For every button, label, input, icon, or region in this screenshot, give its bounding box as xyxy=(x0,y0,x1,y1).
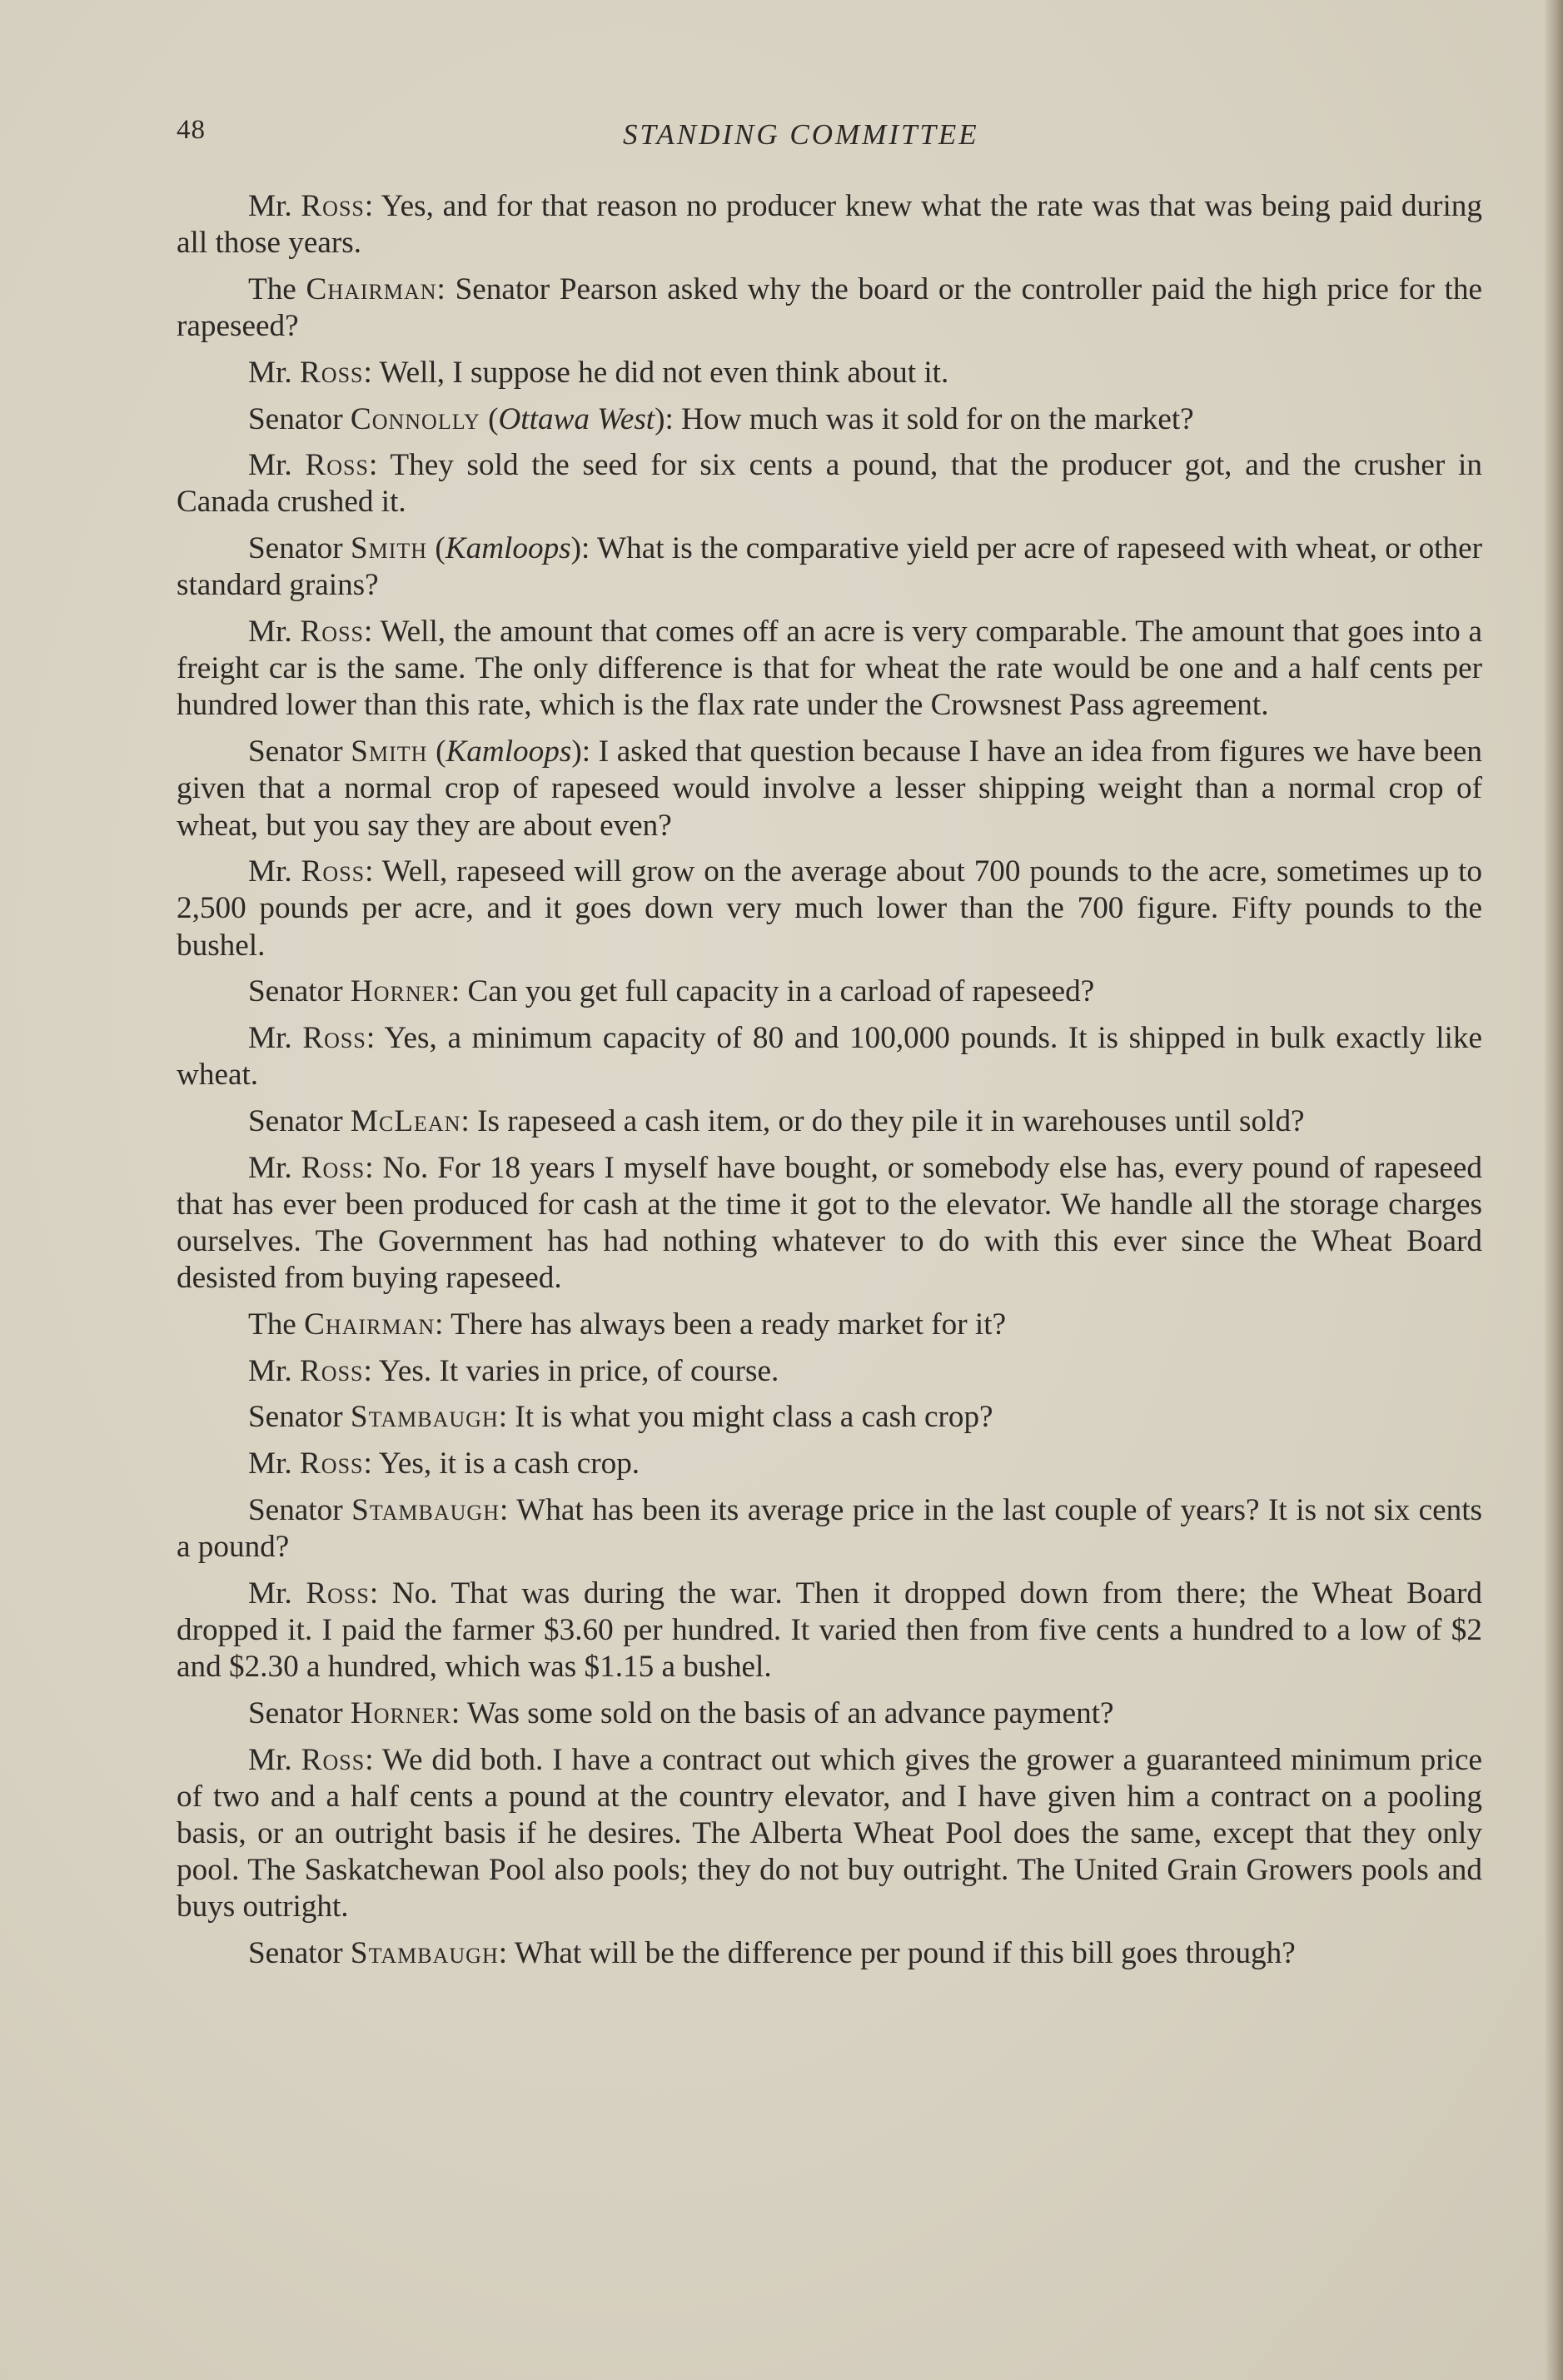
speech-text: : I asked that question because I have an idea from figures we have been given that a normal crop of rapeseed would involve a lesser shipping weight than a normal crop of wheat, but you say they are about even? xyxy=(177,734,1482,843)
transcript-paragraph xyxy=(177,1935,1482,1972)
speaker-prefix: Mr. xyxy=(248,1576,306,1611)
speech-text: : We did both. I have a contract out which gives the grower a guaranteed minimum price of two and a half cents a pound at the country elevator, and I have given him a contract on a pooling basis, or an outright basis if he desires. The Alberta Wheat Pool does the same, except that they only pool. The Saskatchewan Pool also pools; they do not buy outright. The United Grain Growers pools and buys outright. xyxy=(177,1742,1482,1924)
speaker-name: Chairman xyxy=(304,1307,436,1342)
transcript-paragraph xyxy=(177,1742,1482,1926)
speech-text: : What will be the difference per pound if this bill goes through? xyxy=(498,1936,1296,1971)
speaker-prefix: Mr. xyxy=(248,854,301,889)
speaker-prefix: Mr. xyxy=(248,1742,301,1777)
speaker-constituency: Kamloops xyxy=(445,531,571,566)
speaker-prefix: Senator xyxy=(248,1103,351,1138)
speaker-prefix: Mr. xyxy=(248,448,306,483)
speaker-prefix: The xyxy=(248,271,306,306)
speech-text: : There has always been a ready market for it? xyxy=(435,1307,1007,1342)
transcript-paragraph xyxy=(177,854,1482,964)
transcript-paragraph xyxy=(177,1020,1482,1093)
speaker-constituency: Kamloops xyxy=(446,734,572,769)
speaker-name: Ross xyxy=(300,615,365,650)
speaker-prefix: Senator xyxy=(248,1400,351,1435)
transcript-paragraph xyxy=(177,1399,1482,1436)
speaker-name: Horner xyxy=(350,1695,451,1730)
transcript-paragraph xyxy=(177,1150,1482,1297)
transcript-paragraph xyxy=(177,355,1482,391)
speaker-prefix: Senator xyxy=(248,1695,351,1730)
transcript-body xyxy=(177,188,1482,1982)
speech-text: : No. For 18 years I myself have bought, or somebody else has, every pound of rapeseed that has ever been produced for cash at the time it got to the elevator. We handle all the storage charges ourselves. The Government has had nothing whatever to do with this ever since the Wheat Board desisted from buying rapeseed. xyxy=(177,1150,1482,1296)
speech-text: : Yes. It varies in price, of course. xyxy=(363,1353,779,1388)
speaker-prefix: Senator xyxy=(248,1936,351,1971)
speaker-prefix: Mr. xyxy=(248,1446,300,1481)
speech-text: : Well, the amount that comes off an acre is very comparable. The amount that goes into a freight car is the same. The only difference is that for wheat the rate would be one and a half cents per hundred lower than this rate, which is the flax rate under the Crowsnest Pass agreement. xyxy=(177,615,1482,723)
speaker-name: Ross xyxy=(300,1353,364,1388)
speaker-name: Ross xyxy=(301,1150,366,1185)
speaker-prefix: Senator xyxy=(248,531,351,566)
transcript-paragraph: Senator Smith (Kamloops): What is the comparative yield per acre of rapeseed with wheat, or other standard grains? xyxy=(177,531,1482,603)
speaker-name: Chairman xyxy=(306,271,437,306)
speech-text: : Yes, a minimum capacity of 80 and 100,000 pounds. It is shipped in bulk exactly like wheat. xyxy=(177,1021,1482,1093)
speaker-prefix: Senator xyxy=(248,974,351,1009)
speech-text: : Yes, it is a cash crop. xyxy=(363,1446,640,1481)
speech-text: : It is what you might class a cash crop? xyxy=(498,1400,993,1435)
speaker-constituency: Ottawa West xyxy=(498,401,655,436)
transcript-paragraph xyxy=(177,1307,1482,1343)
speaker-name: Ross xyxy=(301,189,365,223)
speaker-name: Ross xyxy=(302,1021,366,1056)
page-header xyxy=(177,115,1484,158)
speaker-prefix: Mr. xyxy=(248,1021,303,1056)
speech-text: : How much was it sold for on the market? xyxy=(665,401,1194,436)
transcript-paragraph xyxy=(177,1492,1482,1566)
speaker-prefix: Mr. xyxy=(248,189,301,223)
speaker-name: Stambaugh xyxy=(351,1492,500,1527)
speech-text: : Was some sold on the basis of an advance payment? xyxy=(450,1695,1114,1730)
speaker-name: Stambaugh xyxy=(350,1936,499,1971)
transcript-paragraph: Senator Connolly (Ottawa West): How much was it sold for on the market? xyxy=(248,401,1194,436)
speech-text: : Well, I suppose he did not even think about it. xyxy=(363,355,949,390)
transcript-paragraph xyxy=(177,1103,1482,1140)
transcript-paragraph xyxy=(177,1446,1482,1482)
speech-text: : Can you get full capacity in a carload of rapeseed? xyxy=(450,974,1095,1009)
speaker-name: Smith xyxy=(350,531,428,566)
transcript-paragraph xyxy=(177,447,1482,520)
speaker-prefix: Mr. xyxy=(248,1353,300,1388)
speech-text: : What is the comparative yield per acre of rapeseed with wheat, or other standard grains? xyxy=(177,531,1482,603)
speaker-name: Ross xyxy=(305,448,369,483)
speaker-prefix: Mr. xyxy=(248,355,300,390)
speaker-name: Horner xyxy=(350,974,451,1009)
speaker-prefix: Senator xyxy=(248,1492,352,1527)
speech-text: : Is rapeseed a cash item, or do they pile it in warehouses until sold? xyxy=(460,1103,1305,1138)
transcript-paragraph xyxy=(177,271,1482,345)
speech-text: : What has been its average price in the last couple of years? It is not six cents a pound? xyxy=(177,1492,1482,1564)
speaker-prefix: Senator xyxy=(248,734,351,769)
running-title: STANDING COMMITTEE xyxy=(623,118,979,151)
transcript-paragraph: Senator Smith (Kamloops): I asked that question because I have an idea from figures we have been given that a normal crop of rapeseed would involve a lesser shipping weight than a normal crop of wheat, but you say they are about even? xyxy=(177,734,1482,843)
speaker-prefix: Mr. xyxy=(248,1150,301,1185)
transcript-paragraph xyxy=(177,1576,1482,1686)
speaker-name: Connolly xyxy=(350,401,480,436)
speech-text: : Yes, and for that reason no producer knew what the rate was that was being paid during all those years. xyxy=(177,189,1482,261)
transcript-paragraph xyxy=(177,188,1482,261)
page-edge-shadow xyxy=(1545,0,1563,2380)
transcript-paragraph xyxy=(177,614,1482,724)
speaker-name: Stambaugh xyxy=(350,1400,499,1435)
speaker-name: McLean xyxy=(350,1103,461,1138)
speaker-prefix: The xyxy=(248,1307,305,1342)
speech-text: : Senator Pearson asked why the board or the controller paid the high price for the rapeseed? xyxy=(177,271,1482,344)
speaker-name: Ross xyxy=(301,854,366,889)
speaker-name: Ross xyxy=(306,1576,370,1611)
speaker-name: Ross xyxy=(300,355,364,390)
speaker-prefix: Senator xyxy=(248,401,351,436)
speaker-name: Smith xyxy=(351,734,428,769)
speech-text: : They sold the seed for six cents a pound, that the producer got, and the crusher in Canada crushed it. xyxy=(177,448,1482,520)
page-number: 48 xyxy=(177,115,206,145)
speaker-prefix: Mr. xyxy=(248,615,301,650)
speaker-name: Ross xyxy=(300,1446,364,1481)
speech-text: : Well, rapeseed will grow on the average about 700 pounds to the acre, sometimes up to 2,500 pounds per acre, and it goes down very much lower than the 700 figure. Fifty pounds to the bushel. xyxy=(177,854,1482,963)
speech-text: : No. That was during the war. Then it dropped down from there; the Wheat Board dropped it. I paid the farmer $3.60 per hundred. It varied then from five cents a hundred to a low of $2 and $2.30 a hundred, which was $1.15 a bushel. xyxy=(177,1576,1482,1685)
transcript-paragraph xyxy=(177,1695,1482,1732)
speaker-name: Ross xyxy=(301,1742,366,1777)
transcript-paragraph xyxy=(177,973,1482,1010)
transcript-paragraph xyxy=(177,1353,1482,1390)
